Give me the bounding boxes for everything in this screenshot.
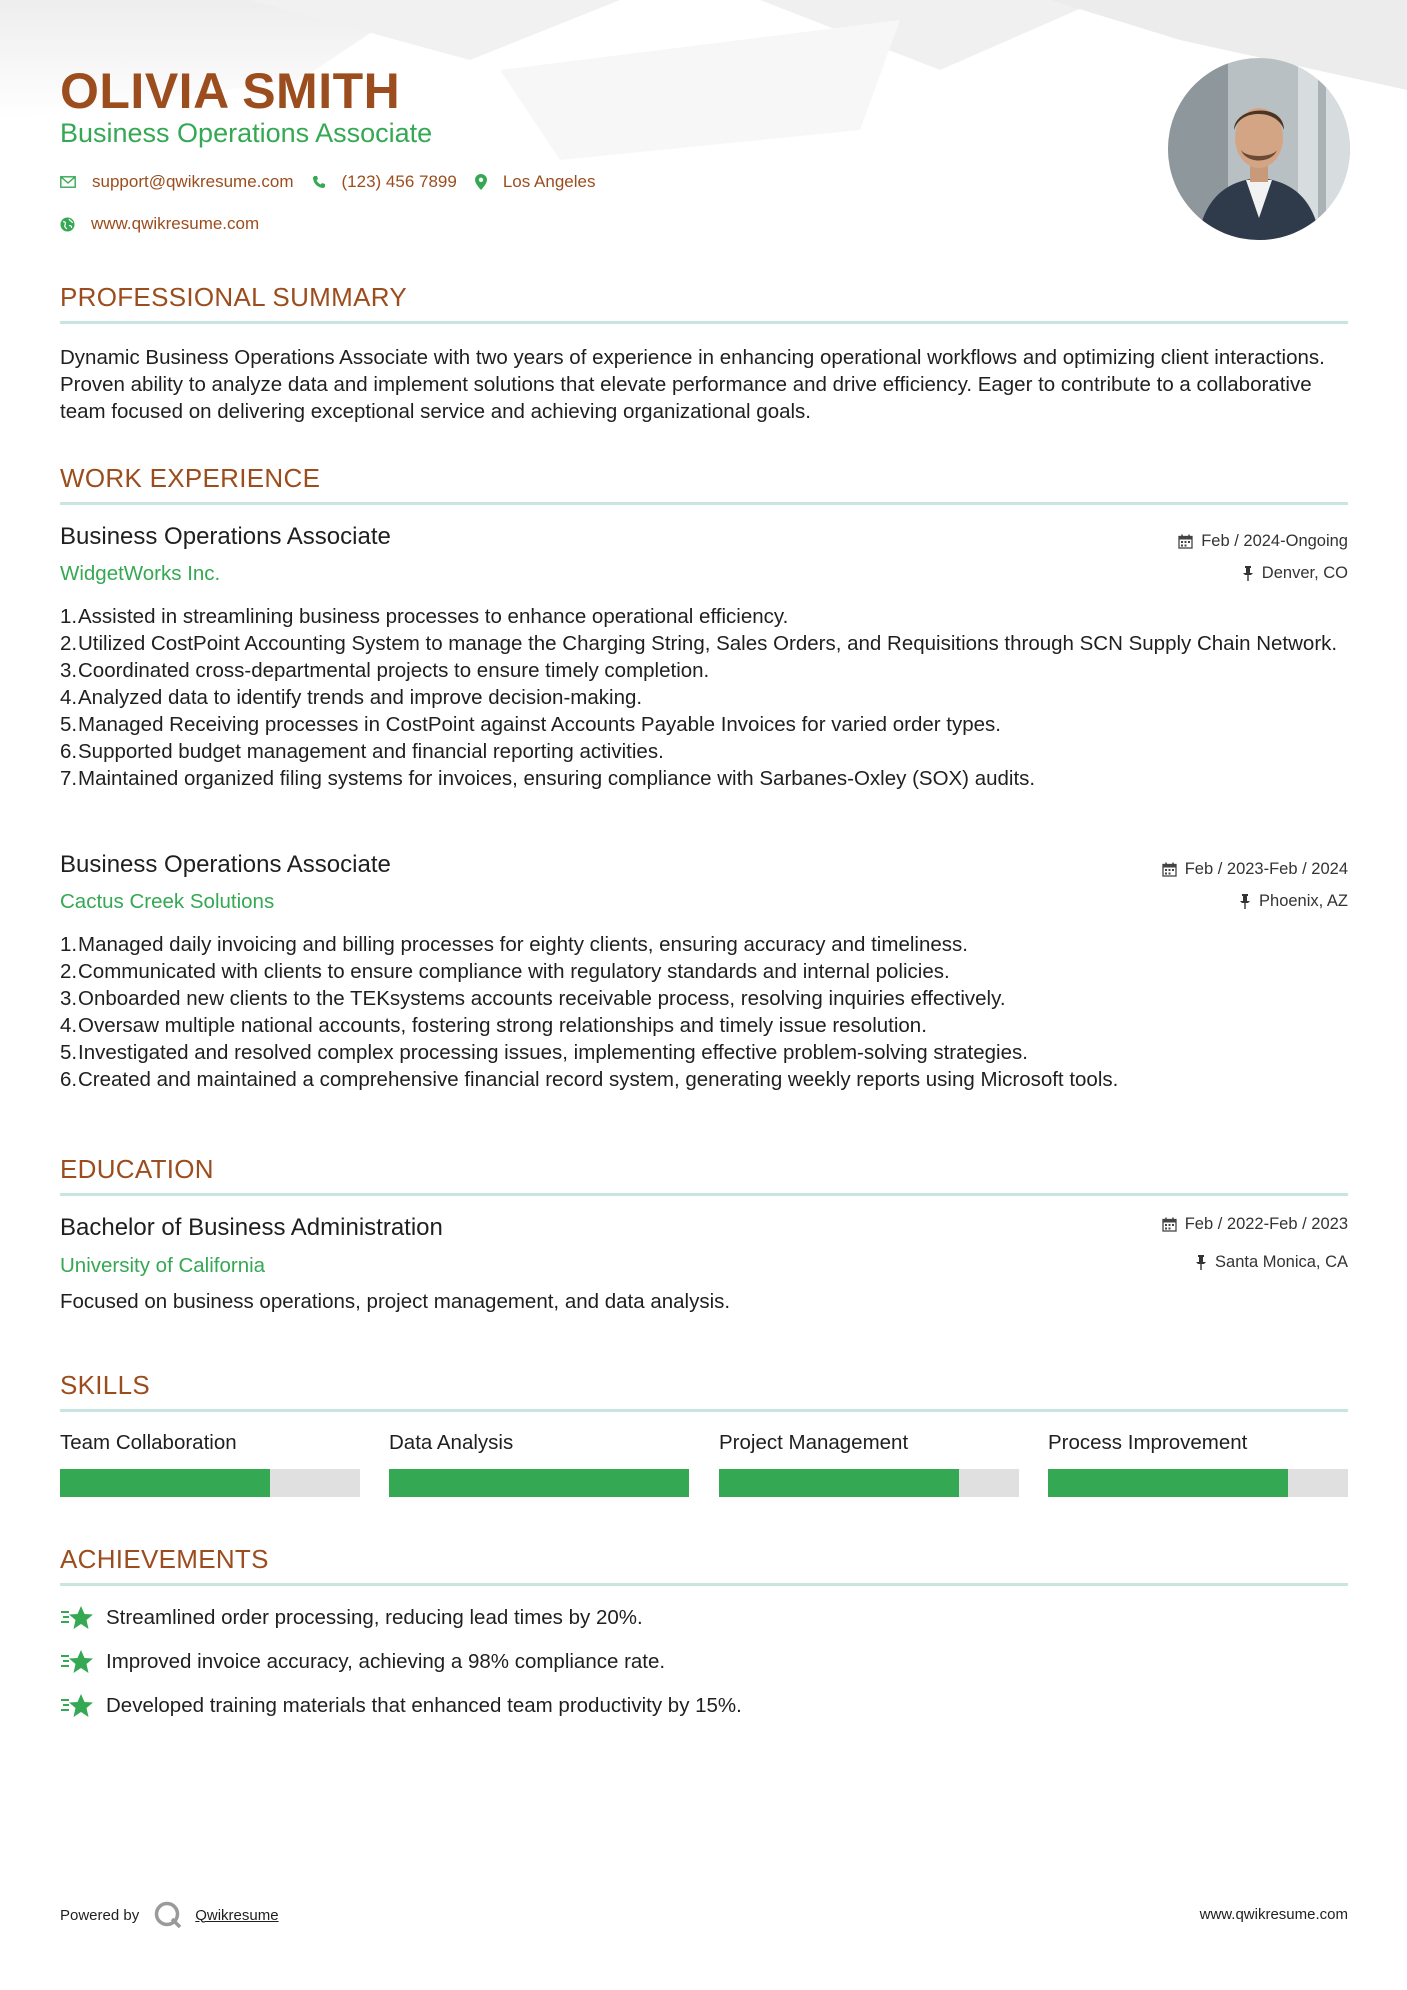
job-dates bbox=[1162, 860, 1348, 879]
job-location bbox=[1239, 892, 1348, 911]
list-item: 1. Assisted in streamlining business processes to enhance operational efficiency. bbox=[60, 605, 789, 628]
section-title-achievements: ACHIEVEMENTS bbox=[60, 1544, 269, 1574]
calendar-icon bbox=[1178, 534, 1193, 549]
section-divider bbox=[60, 502, 1348, 505]
profile-photo bbox=[1168, 58, 1350, 240]
list-item: 5. Investigated and resolved complex processing issues, implementing effective problem-solving strategies. bbox=[60, 1041, 1028, 1064]
candidate-name: OLIVIA SMITH bbox=[60, 63, 401, 119]
job-dates-text: Feb / 2024-Ongoing bbox=[1201, 532, 1348, 550]
list-item: 5. Managed Receiving processes in CostPoint against Accounts Payable Invoices for varied order types. bbox=[60, 713, 1002, 736]
education-dates-text: Feb / 2022-Feb / 2023 bbox=[1184, 1215, 1348, 1233]
list-item: 1. Managed daily invoicing and billing processes for eighty clients, ensuring accuracy and timeliness. bbox=[60, 933, 968, 956]
skill-name: Team Collaboration bbox=[60, 1431, 237, 1454]
email-text: support@qwikresume.com bbox=[92, 172, 294, 191]
section-divider bbox=[60, 321, 1348, 324]
list-item: 2. Communicated with clients to ensure compliance with regulatory standards and internal policies. bbox=[60, 960, 950, 983]
map-pin-icon bbox=[475, 174, 487, 190]
list-item: 3. Coordinated cross-departmental projects to ensure timely completion. bbox=[60, 659, 710, 682]
achievement-text: Developed training materials that enhanced team productivity by 15%. bbox=[106, 1694, 742, 1717]
location-text: Los Angeles bbox=[502, 172, 596, 191]
achievement-item bbox=[60, 1605, 643, 1631]
footer-powered-by bbox=[60, 1900, 279, 1930]
job-responsibilities bbox=[60, 603, 1348, 792]
portrait-illustration bbox=[1168, 58, 1350, 240]
contact-email[interactable] bbox=[60, 172, 294, 192]
skill-level-fill bbox=[389, 1469, 689, 1497]
skill-level-fill bbox=[719, 1469, 959, 1497]
education-location bbox=[1195, 1253, 1348, 1272]
list-item: 4. Analyzed data to identify trends and improve decision-making. bbox=[60, 686, 643, 709]
education-location-text: Santa Monica, CA bbox=[1215, 1253, 1348, 1271]
job-dates bbox=[1178, 532, 1348, 551]
achievement-text: Improved invoice accuracy, achieving a 98% compliance rate. bbox=[106, 1650, 666, 1673]
skill-level-bar bbox=[719, 1469, 1019, 1497]
skill-level-bar bbox=[389, 1469, 689, 1497]
star-icon bbox=[60, 1605, 94, 1631]
list-item: 6. Supported budget management and financial reporting activities. bbox=[60, 740, 664, 763]
education-dates bbox=[1162, 1215, 1348, 1234]
skill-level-bar bbox=[60, 1469, 360, 1497]
star-icon bbox=[60, 1649, 94, 1675]
calendar-icon bbox=[1162, 1217, 1177, 1232]
summary-text: Dynamic Business Operations Associate with two years of experience in enhancing operational workflows and optimizing client interactions. Proven ability to analyze data and implement solutions that elevate performance and drive efficiency. Eager to contribute to a collaborative team focused on delivering exceptional service and achieving organizational goals. bbox=[60, 346, 1325, 423]
job-responsibilities bbox=[60, 931, 1348, 1093]
pin-icon bbox=[1195, 1255, 1207, 1270]
section-divider bbox=[60, 1409, 1348, 1412]
achievement-item bbox=[60, 1693, 742, 1719]
skill-level-fill bbox=[60, 1469, 270, 1497]
list-item: 4. Oversaw multiple national accounts, fostering strong relationships and timely issue resolution. bbox=[60, 1014, 927, 1037]
section-title-summary: PROFESSIONAL SUMMARY bbox=[60, 282, 407, 312]
skill-name: Data Analysis bbox=[389, 1431, 514, 1454]
section-divider bbox=[60, 1193, 1348, 1196]
pin-icon bbox=[1239, 894, 1251, 909]
pin-icon bbox=[1242, 566, 1254, 581]
skill-name: Process Improvement bbox=[1048, 1431, 1248, 1454]
skill-item bbox=[1048, 1431, 1348, 1497]
skill-item bbox=[60, 1431, 360, 1497]
skill-item bbox=[719, 1431, 1019, 1497]
contact-row bbox=[60, 172, 613, 192]
section-title-experience: WORK EXPERIENCE bbox=[60, 463, 321, 493]
candidate-role: Business Operations Associate bbox=[60, 118, 433, 148]
job-location-text: Denver, CO bbox=[1261, 564, 1348, 582]
achievement-text: Streamlined order processing, reducing lead times by 20%. bbox=[106, 1606, 643, 1629]
powered-by-text: Powered by bbox=[60, 1906, 140, 1924]
section-title-skills: SKILLS bbox=[60, 1370, 150, 1400]
list-item: 2. Utilized CostPoint Accounting System to manage the Charging String, Sales Orders, and Requisitions through SCN Supply Chain Network. bbox=[60, 632, 1338, 655]
phone-icon bbox=[312, 175, 326, 189]
calendar-icon bbox=[1162, 862, 1177, 877]
brand-link[interactable]: Qwikresume bbox=[195, 1906, 279, 1924]
job-dates-text: Feb / 2023-Feb / 2024 bbox=[1184, 860, 1348, 878]
website-text: www.qwikresume.com bbox=[91, 214, 260, 233]
achievement-item bbox=[60, 1649, 665, 1675]
company-name: Cactus Creek Solutions bbox=[60, 890, 275, 913]
footer-website-link[interactable]: www.qwikresume.com bbox=[1199, 1906, 1348, 1923]
job-location-text: Phoenix, AZ bbox=[1259, 892, 1348, 910]
school-name: University of California bbox=[60, 1254, 266, 1277]
list-item: 6. Created and maintained a comprehensive financial record system, generating weekly reports using Microsoft tools. bbox=[60, 1068, 1119, 1091]
phone-text: (123) 456 7899 bbox=[341, 172, 457, 191]
mail-icon bbox=[60, 176, 76, 188]
contact-phone[interactable] bbox=[312, 172, 457, 192]
contact-location bbox=[475, 172, 596, 192]
job-title: Business Operations Associate bbox=[60, 523, 391, 550]
degree-title: Bachelor of Business Administration bbox=[60, 1214, 443, 1241]
job-location bbox=[1242, 564, 1348, 583]
list-item: 7. Maintained organized filing systems for invoices, ensuring compliance with Sarbanes-Oxley (SOX) audits. bbox=[60, 767, 1036, 790]
skill-level-fill bbox=[1048, 1469, 1288, 1497]
contact-row-web bbox=[60, 214, 277, 234]
section-title-education: EDUCATION bbox=[60, 1154, 214, 1184]
skill-level-bar bbox=[1048, 1469, 1348, 1497]
company-name: WidgetWorks Inc. bbox=[60, 562, 221, 585]
skill-item bbox=[389, 1431, 689, 1497]
star-icon bbox=[60, 1693, 94, 1719]
section-divider bbox=[60, 1583, 1348, 1586]
qwikresume-logo-icon bbox=[153, 1900, 183, 1930]
list-item: 3. Onboarded new clients to the TEKsystems accounts receivable process, resolving inquiries effectively. bbox=[60, 987, 1006, 1010]
education-description: Focused on business operations, project management, and data analysis. bbox=[60, 1290, 731, 1313]
skill-name: Project Management bbox=[719, 1431, 909, 1454]
contact-website[interactable] bbox=[60, 214, 259, 234]
globe-icon bbox=[60, 217, 75, 232]
job-title: Business Operations Associate bbox=[60, 851, 391, 878]
